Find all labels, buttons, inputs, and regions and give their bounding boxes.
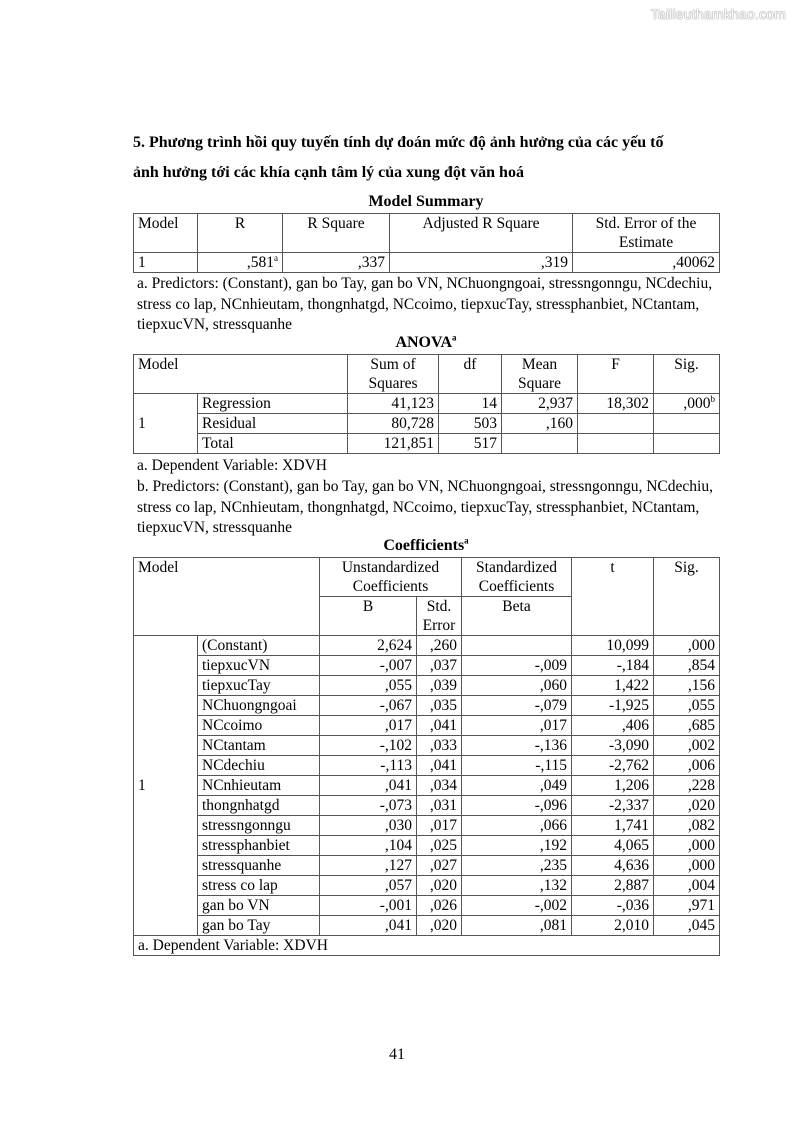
anova-df: 503 bbox=[439, 414, 502, 434]
watermark: Tailieuthamkhao.com bbox=[650, 6, 786, 22]
anova-label: Total bbox=[198, 434, 348, 454]
coef-sig: ,854 bbox=[654, 656, 720, 676]
coefficients-header-row-1 bbox=[134, 558, 720, 597]
coef-label: stressngonngu bbox=[198, 816, 320, 836]
coef-beta: -,115 bbox=[462, 756, 572, 776]
page-number: 41 bbox=[389, 1046, 405, 1063]
coef-se: ,026 bbox=[417, 896, 462, 916]
anova-sig-footnote: b bbox=[710, 393, 715, 404]
coef-t: -1,925 bbox=[572, 696, 654, 716]
coef-se: ,033 bbox=[417, 736, 462, 756]
coefficients-row bbox=[134, 896, 720, 916]
coef-se: ,041 bbox=[417, 716, 462, 736]
anova-note-b: b. Predictors: (Constant), gan bo Tay, gan bo VN, NChuongngoai, stressngonngu, NCdechiu, stress co lap, NCnhieutam, thongnhatgd, NCcoimo, tiepxucTay, stressphanbiet, NCtantam, tiepxucVN, stressquanhe bbox=[137, 478, 713, 536]
anova-ms bbox=[502, 434, 578, 454]
coef-beta: ,066 bbox=[462, 816, 572, 836]
anova-row-regression bbox=[134, 394, 720, 414]
coef-t: 1,741 bbox=[572, 816, 654, 836]
coef-b: ,041 bbox=[320, 916, 417, 936]
section-heading-line-1: 5. Phương trình hồi quy tuyến tính dự đoán mức độ ảnh hưởng của các yếu tố bbox=[133, 134, 664, 151]
coef-beta: ,081 bbox=[462, 916, 572, 936]
coef-sig: ,971 bbox=[654, 896, 720, 916]
coef-t: -,036 bbox=[572, 896, 654, 916]
header-model: Model bbox=[134, 214, 198, 253]
coef-label: tiepxucVN bbox=[198, 656, 320, 676]
coef-b: ,017 bbox=[320, 716, 417, 736]
anova-model-number: 1 bbox=[134, 394, 198, 454]
coef-beta: ,132 bbox=[462, 876, 572, 896]
anova-row-total bbox=[134, 434, 720, 454]
cell-model: 1 bbox=[134, 253, 198, 273]
coefficients-note-row bbox=[134, 936, 720, 956]
coef-b: ,055 bbox=[320, 676, 417, 696]
coef-label: (Constant) bbox=[198, 636, 320, 656]
coef-beta: ,235 bbox=[462, 856, 572, 876]
coef-se: ,025 bbox=[417, 836, 462, 856]
anova-table bbox=[133, 354, 720, 454]
anova-df: 14 bbox=[439, 394, 502, 414]
coef-header-b: B bbox=[320, 597, 417, 636]
coef-b: -,102 bbox=[320, 736, 417, 756]
cell-r-footnote: a bbox=[274, 252, 278, 263]
coef-b: -,001 bbox=[320, 896, 417, 916]
coef-se: ,260 bbox=[417, 636, 462, 656]
coef-label: gan bo Tay bbox=[198, 916, 320, 936]
coef-label: stressphanbiet bbox=[198, 836, 320, 856]
coef-header-beta: Beta bbox=[462, 597, 572, 636]
coef-t: 4,065 bbox=[572, 836, 654, 856]
coef-se: ,020 bbox=[417, 916, 462, 936]
coef-t: -2,762 bbox=[572, 756, 654, 776]
cell-r bbox=[198, 253, 283, 273]
coefficients-row bbox=[134, 756, 720, 776]
coef-t: 2,887 bbox=[572, 876, 654, 896]
coef-header-std-error: Std. Error bbox=[417, 597, 462, 636]
anova-ms: 2,937 bbox=[502, 394, 578, 414]
cell-r-value: ,581 bbox=[246, 254, 274, 271]
header-adjusted-r-square: Adjusted R Square bbox=[390, 214, 573, 253]
anova-sig bbox=[654, 414, 720, 434]
coef-label: stress co lap bbox=[198, 876, 320, 896]
coefficients-row bbox=[134, 916, 720, 936]
coef-label: NChuongngoai bbox=[198, 696, 320, 716]
coef-se: ,039 bbox=[417, 676, 462, 696]
coef-sig: ,685 bbox=[654, 716, 720, 736]
coef-sig: ,004 bbox=[654, 876, 720, 896]
coef-beta: ,017 bbox=[462, 716, 572, 736]
coef-b: -,073 bbox=[320, 796, 417, 816]
anova-ss: 41,123 bbox=[348, 394, 439, 414]
coef-beta: -,002 bbox=[462, 896, 572, 916]
coef-header-model: Model bbox=[134, 558, 320, 636]
anova-ms: ,160 bbox=[502, 414, 578, 434]
anova-header-sig: Sig. bbox=[654, 355, 720, 394]
coef-t: 1,422 bbox=[572, 676, 654, 696]
coef-t: -2,337 bbox=[572, 796, 654, 816]
coefficients-title-footnote: a bbox=[464, 535, 469, 546]
coef-sig: ,156 bbox=[654, 676, 720, 696]
coef-beta: ,192 bbox=[462, 836, 572, 856]
coef-b: ,041 bbox=[320, 776, 417, 796]
anova-header-row bbox=[134, 355, 720, 394]
coefficients-table bbox=[133, 557, 720, 956]
header-std-error: Std. Error of the Estimate bbox=[573, 214, 720, 253]
coefficients-row bbox=[134, 816, 720, 836]
anova-row-residual bbox=[134, 414, 720, 434]
model-summary-note: a. Predictors: (Constant), gan bo Tay, gan bo VN, NChuongngoai, stressngonngu, NCdechiu, stress co lap, NCnhieutam, thongnhatgd, NCcoimo, tiepxucTay, stressphanbiet, NCtantam, tiepxucVN, stressquanhe bbox=[137, 275, 713, 333]
coef-se: ,034 bbox=[417, 776, 462, 796]
coef-se: ,027 bbox=[417, 856, 462, 876]
anova-sig-value: ,000 bbox=[683, 395, 711, 412]
coef-beta: -,079 bbox=[462, 696, 572, 716]
anova-title bbox=[133, 334, 719, 352]
coef-label: stressquanhe bbox=[198, 856, 320, 876]
model-summary-data-row bbox=[134, 253, 720, 273]
coef-label: thongnhatgd bbox=[198, 796, 320, 816]
coefficients-row bbox=[134, 856, 720, 876]
coef-sig: ,000 bbox=[654, 856, 720, 876]
coef-se: ,037 bbox=[417, 656, 462, 676]
anova-header-sum-of-squares: Sum of Squares bbox=[348, 355, 439, 394]
cell-adjusted-r-square: ,319 bbox=[390, 253, 573, 273]
coef-sig: ,055 bbox=[654, 696, 720, 716]
coef-model-number: 1 bbox=[134, 636, 198, 936]
coef-label: gan bo VN bbox=[198, 896, 320, 916]
coef-t: 2,010 bbox=[572, 916, 654, 936]
anova-header-f: F bbox=[578, 355, 654, 394]
coef-b: -,007 bbox=[320, 656, 417, 676]
section-heading-line-2: ảnh hưởng tới các khía cạnh tâm lý của xung đột văn hoá bbox=[133, 164, 524, 181]
coef-sig: ,000 bbox=[654, 836, 720, 856]
cell-r-square: ,337 bbox=[283, 253, 390, 273]
coef-b: 2,624 bbox=[320, 636, 417, 656]
coef-beta: -,096 bbox=[462, 796, 572, 816]
coef-beta bbox=[462, 636, 572, 656]
coef-b: -,113 bbox=[320, 756, 417, 776]
coef-t: 10,099 bbox=[572, 636, 654, 656]
coef-beta: ,060 bbox=[462, 676, 572, 696]
anova-header-mean-square: Mean Square bbox=[502, 355, 578, 394]
coef-se: ,035 bbox=[417, 696, 462, 716]
coef-se: ,020 bbox=[417, 876, 462, 896]
coefficients-row bbox=[134, 676, 720, 696]
model-summary-title: Model Summary bbox=[368, 193, 484, 210]
coef-header-standardized: Standardized Coefficients bbox=[462, 558, 572, 597]
anova-ss: 80,728 bbox=[348, 414, 439, 434]
coef-sig: ,045 bbox=[654, 916, 720, 936]
anova-title-footnote: a bbox=[452, 332, 457, 343]
coef-t: ,406 bbox=[572, 716, 654, 736]
coefficients-row bbox=[134, 636, 720, 656]
anova-sig bbox=[654, 434, 720, 454]
anova-f: 18,302 bbox=[578, 394, 654, 414]
coef-beta: -,136 bbox=[462, 736, 572, 756]
anova-label: Regression bbox=[198, 394, 348, 414]
coef-label: NCtantam bbox=[198, 736, 320, 756]
coef-se: ,017 bbox=[417, 816, 462, 836]
anova-ss: 121,851 bbox=[348, 434, 439, 454]
coef-t: -3,090 bbox=[572, 736, 654, 756]
coef-t: -,184 bbox=[572, 656, 654, 676]
coefficients-row bbox=[134, 796, 720, 816]
coefficients-row bbox=[134, 836, 720, 856]
coef-b: -,067 bbox=[320, 696, 417, 716]
coef-label: NCdechiu bbox=[198, 756, 320, 776]
cell-std-error: ,40062 bbox=[573, 253, 720, 273]
coef-beta: ,049 bbox=[462, 776, 572, 796]
coef-t: 4,636 bbox=[572, 856, 654, 876]
coef-t: 1,206 bbox=[572, 776, 654, 796]
coef-header-sig: Sig. bbox=[654, 558, 720, 636]
coefficients-body bbox=[134, 636, 720, 936]
coefficients-row bbox=[134, 876, 720, 896]
anova-header-model: Model bbox=[134, 355, 348, 394]
coef-header-t: t bbox=[572, 558, 654, 636]
anova-sig bbox=[654, 394, 720, 414]
coef-b: ,104 bbox=[320, 836, 417, 856]
coef-b: ,127 bbox=[320, 856, 417, 876]
anova-label: Residual bbox=[198, 414, 348, 434]
anova-header-df: df bbox=[439, 355, 502, 394]
coefficients-title-text: Coefficients bbox=[383, 537, 465, 554]
coef-sig: ,228 bbox=[654, 776, 720, 796]
header-r: R bbox=[198, 214, 283, 253]
model-summary-table bbox=[133, 213, 720, 273]
coefficients-row bbox=[134, 656, 720, 676]
coef-sig: ,082 bbox=[654, 816, 720, 836]
coef-b: ,057 bbox=[320, 876, 417, 896]
coef-sig: ,006 bbox=[654, 756, 720, 776]
coef-sig: ,002 bbox=[654, 736, 720, 756]
header-r-square: R Square bbox=[283, 214, 390, 253]
anova-title-text: ANOVA bbox=[395, 334, 453, 351]
coefficients-row bbox=[134, 776, 720, 796]
coefficients-row bbox=[134, 696, 720, 716]
coefficients-row bbox=[134, 736, 720, 756]
anova-note-a: a. Dependent Variable: XDVH bbox=[137, 457, 327, 474]
coef-label: NCnhieutam bbox=[198, 776, 320, 796]
coefficients-row bbox=[134, 716, 720, 736]
coef-label: tiepxucTay bbox=[198, 676, 320, 696]
anova-f bbox=[578, 434, 654, 454]
coef-header-unstandardized: Unstandardized Coefficients bbox=[320, 558, 462, 597]
coef-sig: ,000 bbox=[654, 636, 720, 656]
coefficients-note: a. Dependent Variable: XDVH bbox=[134, 936, 720, 956]
coef-se: ,031 bbox=[417, 796, 462, 816]
anova-f bbox=[578, 414, 654, 434]
coefficients-title bbox=[133, 537, 719, 555]
anova-df: 517 bbox=[439, 434, 502, 454]
coef-se: ,041 bbox=[417, 756, 462, 776]
coef-sig: ,020 bbox=[654, 796, 720, 816]
coef-beta: -,009 bbox=[462, 656, 572, 676]
coef-b: ,030 bbox=[320, 816, 417, 836]
model-summary-header-row bbox=[134, 214, 720, 253]
coef-label: NCcoimo bbox=[198, 716, 320, 736]
